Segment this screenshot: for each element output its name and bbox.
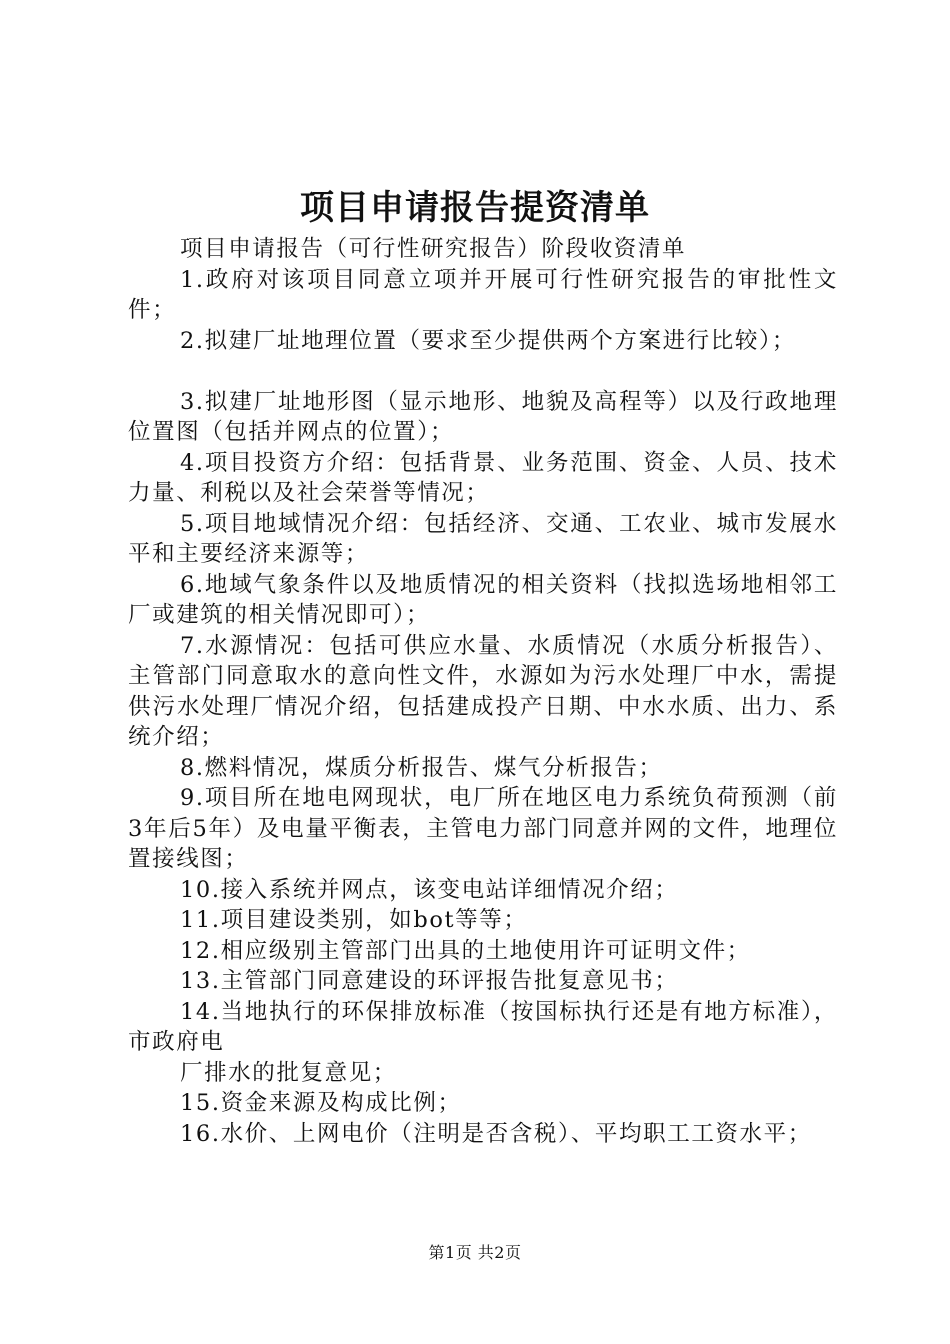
list-item-2: 2.拟建厂址地理位置（要求至少提供两个方案进行比较）； (180, 327, 796, 354)
list-item-11: 11.项目建设类别，如bot等等； (180, 907, 528, 933)
document-title: 项目申请报告提资清单 (300, 188, 650, 228)
list-item-15: 15.资金来源及构成比例； (180, 1090, 462, 1116)
list-item-3: 3.拟建厂址地形图（显示地形、地貌及高程等）以及行政地理位置图（包括并网点的位置）； (128, 388, 838, 445)
list-item-7: 7.水源情况：包括可供应水量、水质情况（水质分析报告）、主管部门同意取水的意向性文件，水源如为污水处理厂中水，需提供污水处理厂情况介绍，包括建成投产日期、中水水质、出力、系统介绍； (128, 632, 838, 750)
document-body (128, 234, 838, 1149)
blank-line (128, 356, 838, 387)
list-item-6: 6.地域气象条件以及地质情况的相关资料（找拟选场地相邻工厂或建筑的相关情况即可）； (128, 571, 838, 628)
list-item-8: 8.燃料情况，煤质分析报告、煤气分析报告； (180, 754, 663, 781)
list-item-14: 14.当地执行的环保排放标准（按国标执行还是有地方标准），市政府电 (128, 998, 838, 1055)
list-item-10: 10.接入系统并网点，该变电站详细情况介绍； (180, 876, 679, 903)
list-item-14-continuation: 厂排水的批复意见； (180, 1059, 397, 1086)
list-item-13: 13.主管部门同意建设的环评报告批复意见书； (180, 968, 679, 994)
list-item-12: 12.相应级别主管部门出具的土地使用许可证明文件； (180, 937, 751, 964)
list-item-1: 1.政府对该项目同意立项并开展可行性研究报告的审批性文件； (128, 266, 838, 323)
list-item-16: 16.水价、上网电价（注明是否含税）、平均职工工资水平； (180, 1120, 812, 1147)
list-item-4: 4.项目投资方介绍：包括背景、业务范围、资金、人员、技术力量、利税以及社会荣誉等情况； (128, 449, 838, 506)
subtitle: 项目申请报告（可行性研究报告）阶段收资清单 (180, 236, 687, 262)
list-item-5: 5.项目地域情况介绍：包括经济、交通、工农业、城市发展水平和主要经济来源等； (128, 510, 838, 567)
list-item-9: 9.项目所在地电网现状，电厂所在地区电力系统负荷预测（前3年后5年）及电量平衡表，主管电力部门同意并网的文件，地理位置接线图； (128, 785, 838, 872)
page-footer: 第1页 共2页 (428, 1243, 522, 1262)
